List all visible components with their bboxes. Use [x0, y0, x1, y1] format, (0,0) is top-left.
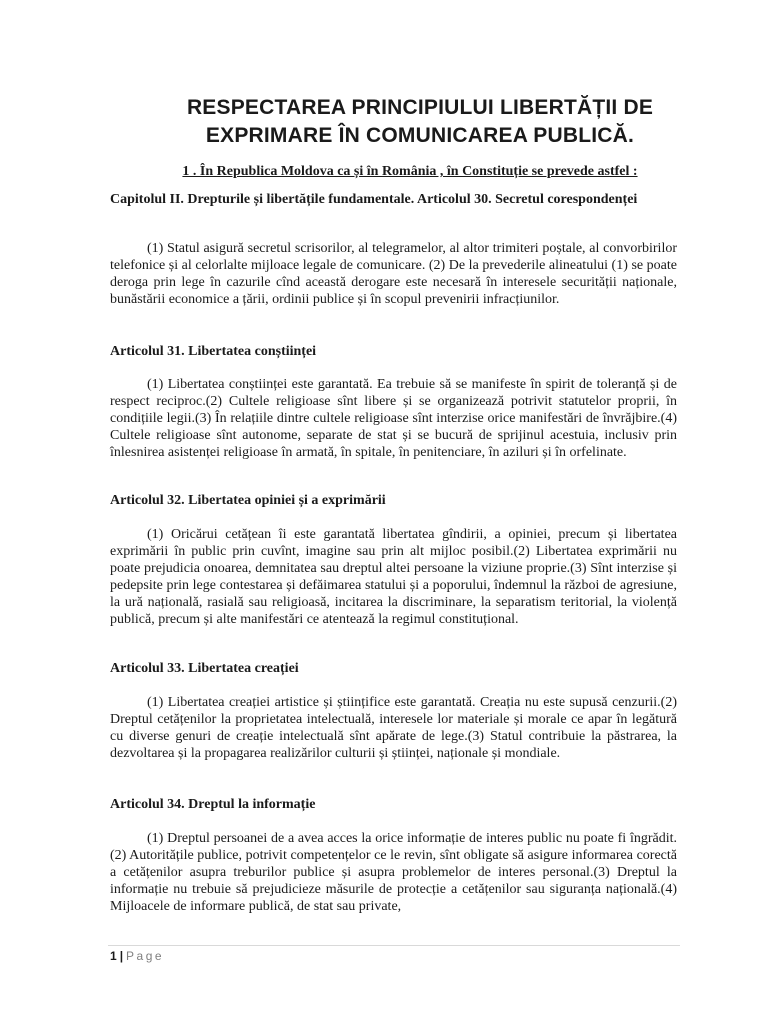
article-31-heading: Articolul 31. Libertatea conștiinței: [110, 344, 317, 359]
article-34-text: (1) Dreptul persoanei de a avea acces la orice informație de interes public nu poate fi îngrădit.(2) Autoritățile publice, potrivit competențelor ce le revin, sînt obligate să asigure informarea corectă a cetățenilor asupra treburilor publice și asupra problemelor de interes personal.(3) Dreptul la informație nu trebuie să prejudicieze măsurile de protecție a cetățenilor sau siguranța națională.(4) Mijloacele de informare publică, de stat sau private,: [110, 831, 677, 914]
page-number: 1: [110, 949, 117, 963]
article-34-heading: Articolul 34. Dreptul la informație: [110, 797, 316, 812]
article-31-text: (1) Libertatea conștiinței este garantată. Ea trebuie să se manifeste în spirit de toleranță și de respect reciproc.(2) Cultele religioase sînt libere și se organizează potrivit statutelor proprii, în condițiile legii.(3) În relațiile dintre cultele religioase sînt interzise orice manifestări de învrăjbire.(4) Cultele religioase sînt autonome, separate de stat și se bucură de sprijinul acestuia, inclusiv prin înlesnirea asistenței religioase în armată, în spitale, în penitenciare, în aziluri și în orfelinate.: [110, 377, 677, 460]
footer-divider: [108, 945, 680, 946]
page-label: Page: [126, 949, 165, 963]
document-title: RESPECTAREA PRINCIPIULUI LIBERTĂȚII DE EXPRIMARE ÎN COMUNICAREA PUBLICĂ.: [186, 96, 654, 147]
page-footer: [110, 948, 164, 964]
article-32-text: (1) Oricărui cetățean îi este garantată libertatea gîndirii, a opiniei, precum și libertatea exprimării în public prin cuvînt, imagine sau prin alt mijloc posibil.(2) Libertatea exprimării nu poate prejudicia onoarea, demnitatea sau dreptul altei persoane la viziune proprie.(3) Sînt interzise și pedepsite prin lege contestarea și defăimarea statului și a poporului, îndemnul la război de agresiune, la ură națională, rasială sau religioasă, incitarea la discriminare, la separatism teritorial, la violență publică, precum și alte manifestări ce atentează la regimul constituțional.: [110, 527, 677, 627]
article-33-heading: Articolul 33. Libertatea creației: [110, 661, 299, 676]
intro-line: 1 . În Republica Moldova ca și în România , în Constituție se prevede astfel :: [182, 164, 638, 179]
article-33-text: (1) Libertatea creației artistice și științifice este garantată. Creația nu este supusă cenzurii.(2) Dreptul cetățenilor la proprietatea intelectuală, interesele lor materiale și morale ce apar în legătură cu diverse genuri de creație intelectuală sînt apărate de lege.(3) Statul contribuie la păstrarea, la dezvoltarea și la propagarea realizărilor culturii și științei, naționale și mondiale.: [110, 695, 677, 761]
article-32-heading: Articolul 32. Libertatea opiniei și a exprimării: [110, 493, 386, 508]
chapter-heading: Capitolul II. Drepturile și libertățile fundamentale. Articolul 30. Secretul corespondenței: [110, 192, 638, 207]
article-30-text: (1) Statul asigură secretul scrisorilor, al telegramelor, al altor trimiteri poștale, al convorbirilor telefonice și al celorlalte mijloace legale de comunicare. (2) De la prevederile alineatului (1) se poate deroga prin lege în cazurile cînd această derogare este necesară în interesele securității naționale, bunăstării economice a țării, ordinii publice și în scopul prevenirii infracțiunilor.: [110, 241, 677, 307]
footer-separator: |: [119, 949, 124, 963]
